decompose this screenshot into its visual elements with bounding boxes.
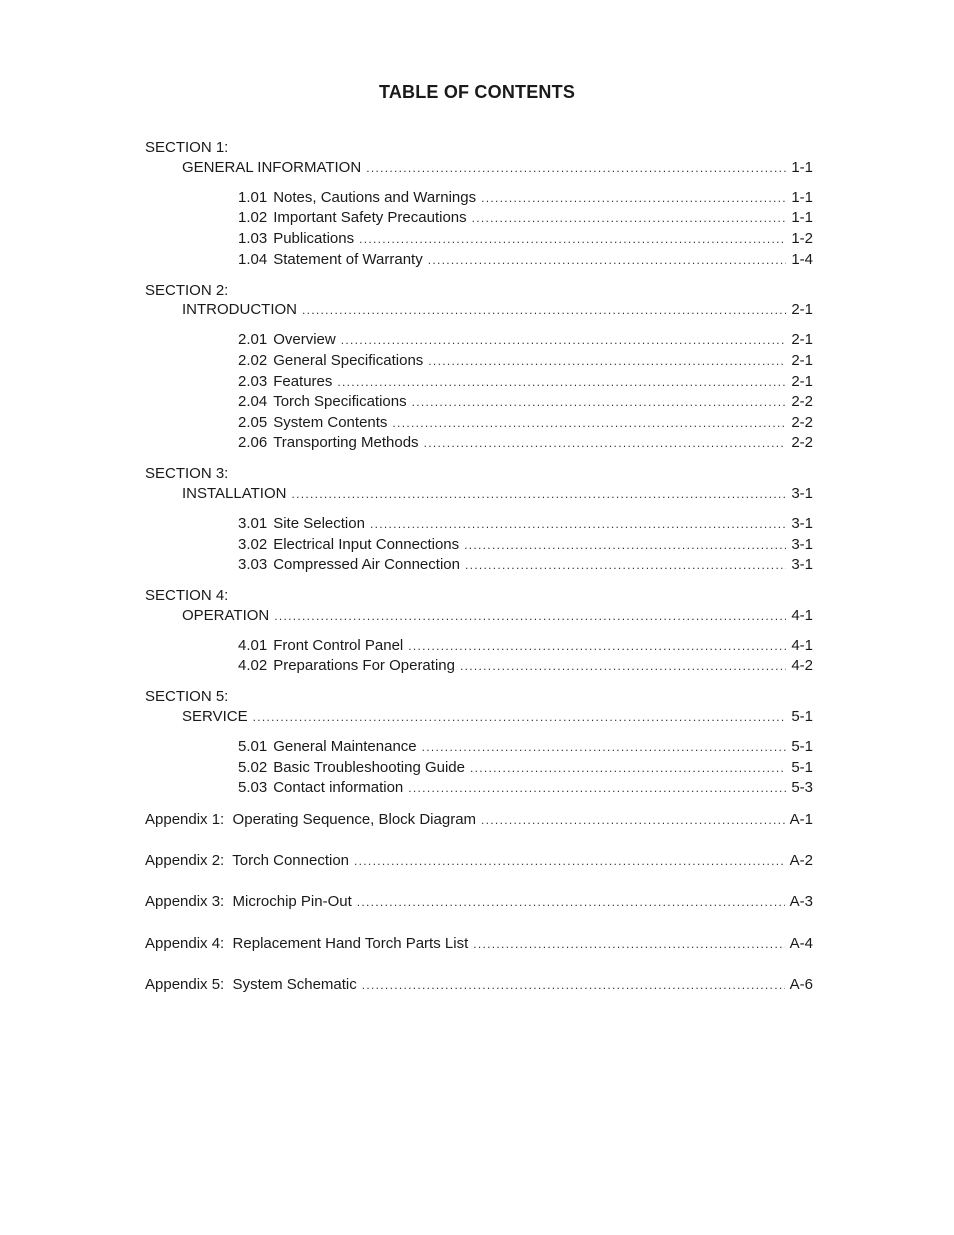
page-number: 1-2 bbox=[791, 230, 813, 247]
section-heading-3: SECTION 3: bbox=[145, 465, 229, 482]
toc-entry-1-02[interactable]: 1.02 Important Safety Precautions ..... 1-1 bbox=[238, 208, 813, 228]
page-number: A-6 bbox=[789, 976, 813, 993]
page-title: TABLE OF CONTENTS bbox=[378, 82, 576, 102]
page-number: 2-2 bbox=[791, 393, 813, 410]
page-number: 2-2 bbox=[791, 414, 813, 431]
toc-entry-introduction[interactable]: INTRODUCTION ..... 2-1 bbox=[182, 300, 813, 320]
dot-leader bbox=[253, 707, 787, 727]
toc-entry-1-03[interactable]: 1.03 Publications ..... 1-2 bbox=[238, 229, 813, 249]
toc-entry-appendix-3[interactable]: Appendix 3: Microchip Pin-Out ..... A-3 bbox=[145, 892, 813, 912]
toc-entry-appendix-5[interactable]: Appendix 5: System Schematic ..... A-6 bbox=[145, 975, 813, 995]
toc-entry-5-03[interactable]: 5.03 Contact information ..... 5-3 bbox=[238, 778, 813, 798]
dot-leader bbox=[473, 934, 784, 954]
dot-leader bbox=[424, 433, 787, 453]
dot-leader bbox=[428, 250, 787, 270]
page-number: 3-1 bbox=[791, 536, 813, 553]
toc-entry-2-01[interactable]: 2.01 Overview ..... 2-1 bbox=[238, 330, 813, 350]
page-number: 5-1 bbox=[791, 708, 813, 725]
page-number: 2-2 bbox=[791, 434, 813, 451]
page-number: 4-2 bbox=[791, 657, 813, 674]
dot-leader bbox=[460, 656, 786, 676]
toc-entry-1-04[interactable]: 1.04 Statement of Warranty ..... 1-4 bbox=[238, 250, 813, 270]
page-number: 3-1 bbox=[791, 556, 813, 573]
toc-entry-3-02[interactable]: 3.02 Electrical Input Connections ..... 3-1 bbox=[238, 535, 813, 555]
page-number: 5-1 bbox=[791, 738, 813, 755]
dot-leader bbox=[370, 514, 786, 534]
toc-entry-operation[interactable]: OPERATION ..... 4-1 bbox=[182, 606, 813, 626]
page-number: A-2 bbox=[789, 852, 813, 869]
toc-entry-2-06[interactable]: 2.06 Transporting Methods ..... 2-2 bbox=[238, 433, 813, 453]
page-number: 1-1 bbox=[791, 209, 813, 226]
dot-leader bbox=[274, 606, 786, 626]
dot-leader bbox=[470, 758, 786, 778]
dot-leader bbox=[302, 300, 786, 320]
dot-leader bbox=[408, 778, 786, 798]
dot-leader bbox=[412, 392, 787, 412]
dot-leader bbox=[366, 158, 786, 178]
toc-entry-installation[interactable]: INSTALLATION ..... 3-1 bbox=[182, 484, 813, 504]
page-number: 2-1 bbox=[791, 352, 813, 369]
dot-leader bbox=[464, 535, 786, 555]
toc-entry-general-information[interactable]: GENERAL INFORMATION ..... 1-1 bbox=[182, 158, 813, 178]
section-heading-5: SECTION 5: bbox=[145, 688, 229, 705]
toc-entry-appendix-4[interactable]: Appendix 4: Replacement Hand Torch Parts List ..... A-4 bbox=[145, 934, 813, 954]
page-number: A-1 bbox=[789, 811, 813, 828]
toc-entry-3-01[interactable]: 3.01 Site Selection ..... 3-1 bbox=[238, 514, 813, 534]
page-number: A-4 bbox=[789, 935, 813, 952]
section-heading-2: SECTION 2: bbox=[145, 282, 229, 299]
section-heading-1: SECTION 1: bbox=[145, 139, 229, 156]
page-number: 1-4 bbox=[791, 251, 813, 268]
dot-leader bbox=[357, 892, 785, 912]
dot-leader bbox=[362, 975, 785, 995]
page-number: 2-1 bbox=[791, 331, 813, 348]
dot-leader bbox=[341, 330, 787, 350]
dot-leader bbox=[481, 810, 785, 830]
toc-entry-service[interactable]: SERVICE ..... 5-1 bbox=[182, 707, 813, 727]
dot-leader bbox=[337, 372, 786, 392]
page-number: 1-1 bbox=[791, 159, 813, 176]
dot-leader bbox=[359, 229, 786, 249]
dot-leader bbox=[428, 351, 786, 371]
toc-entry-5-01[interactable]: 5.01 General Maintenance ..... 5-1 bbox=[238, 737, 813, 757]
page-number: 4-1 bbox=[791, 637, 813, 654]
page-number: 3-1 bbox=[791, 515, 813, 532]
dot-leader bbox=[422, 737, 787, 757]
toc-entry-appendix-1[interactable]: Appendix 1: Operating Sequence, Block Diagram ..... A-1 bbox=[145, 810, 813, 830]
toc-entry-4-02[interactable]: 4.02 Preparations For Operating ..... 4-2 bbox=[238, 656, 813, 676]
dot-leader bbox=[392, 413, 786, 433]
page-number: 3-1 bbox=[791, 485, 813, 502]
dot-leader bbox=[291, 484, 786, 504]
dot-leader bbox=[481, 188, 786, 208]
dot-leader bbox=[472, 208, 787, 228]
page-number: 2-1 bbox=[791, 373, 813, 390]
page-number: 1-1 bbox=[791, 189, 813, 206]
toc-entry-5-02[interactable]: 5.02 Basic Troubleshooting Guide ..... 5-1 bbox=[238, 758, 813, 778]
dot-leader bbox=[354, 851, 785, 871]
toc-entry-appendix-2[interactable]: Appendix 2: Torch Connection ..... A-2 bbox=[145, 851, 813, 871]
dot-leader bbox=[465, 555, 786, 575]
page-number: 5-3 bbox=[791, 779, 813, 796]
section-heading-4: SECTION 4: bbox=[145, 587, 229, 604]
toc-entry-1-01[interactable]: 1.01 Notes, Cautions and Warnings ..... 1-1 bbox=[238, 188, 813, 208]
toc-entry-2-03[interactable]: 2.03 Features ..... 2-1 bbox=[238, 372, 813, 392]
page-number: 2-1 bbox=[791, 301, 813, 318]
toc-entry-4-01[interactable]: 4.01 Front Control Panel ..... 4-1 bbox=[238, 636, 813, 656]
page-number: 5-1 bbox=[791, 759, 813, 776]
toc-entry-2-04[interactable]: 2.04 Torch Specifications ..... 2-2 bbox=[238, 392, 813, 412]
toc-entry-3-03[interactable]: 3.03 Compressed Air Connection ..... 3-1 bbox=[238, 555, 813, 575]
toc-entry-2-02[interactable]: 2.02 General Specifications ..... 2-1 bbox=[238, 351, 813, 371]
page-number: 4-1 bbox=[791, 607, 813, 624]
page-number: A-3 bbox=[789, 893, 813, 910]
toc-entry-2-05[interactable]: 2.05 System Contents ..... 2-2 bbox=[238, 413, 813, 433]
dot-leader bbox=[408, 636, 786, 656]
